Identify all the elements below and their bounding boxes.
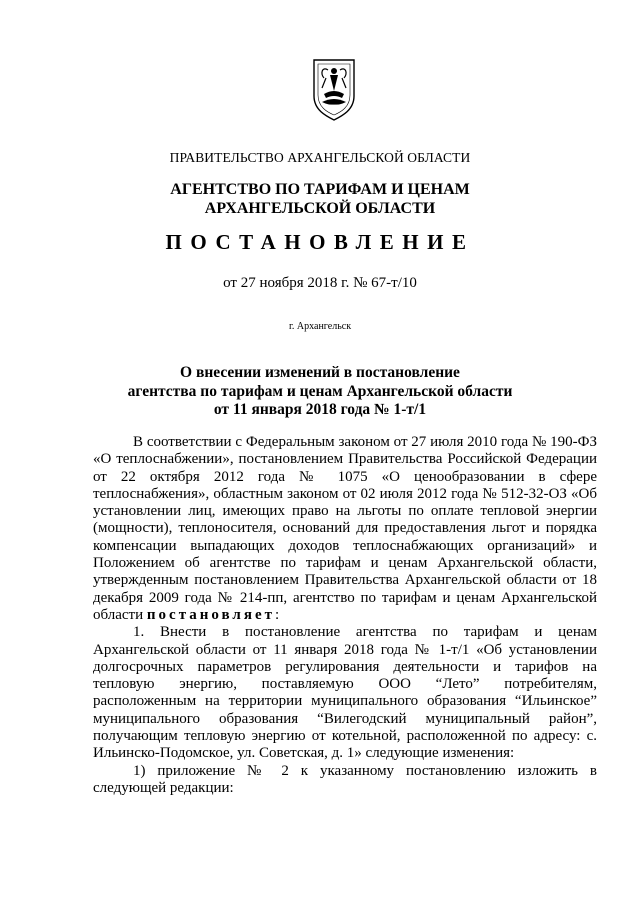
subject-line-1: О внесении изменений в постановление xyxy=(180,364,460,381)
coat-of-arms-icon xyxy=(312,58,356,122)
agency-name xyxy=(0,180,640,218)
document-type: ПОСТАНОВЛЕНИЕ xyxy=(165,230,475,254)
preamble-end: : xyxy=(275,606,280,623)
government-name: ПРАВИТЕЛЬСТВО АРХАНГЕЛЬСКОЙ ОБЛАСТИ xyxy=(169,150,471,165)
preamble-paragraph xyxy=(93,434,597,624)
document-body xyxy=(93,434,597,797)
clause-1-1-paragraph: 1) приложение № 2 к указанному постановлению изложить в следующей редакции: xyxy=(93,762,597,796)
subject-line-3: от 11 января 2018 года № 1-т/1 xyxy=(213,401,427,418)
document-date-number: от 27 ноября 2018 г. № 67-т/10 xyxy=(223,275,417,291)
document-city: г. Архангельск xyxy=(288,321,352,332)
document-subject xyxy=(0,364,640,420)
agency-name-line-1: АГЕНТСТВО ПО ТАРИФАМ И ЦЕНАМ xyxy=(170,181,470,198)
preamble-text: В соответствии с Федеральным законом от 27 июля 2010 года № 190-ФЗ «О теплоснабжении», постановлением Правительства Российской Федерации от 22 октября 2012 года № 1075 «О ценообразовании в сфере теплоснабжения», областным законом от 02 июля 2012 года № 512-32-ОЗ «Об установлении лиц, имеющих право на льготы по оплате тепловой энергии (мощности), теплоносителя, оснований для предоставления льгот и порядка компенсации выпадающих доходов теплоснабжающих организаций» и Положением об агентстве по тарифам и ценам Архангельской области, утвержденным постановлением Правительства Архангельской области от 18 декабря 2009 года № 214-пп, агентство по тарифам и ценам Архангельской области xyxy=(93,434,597,623)
agency-name-line-2: АРХАНГЕЛЬСКОЙ ОБЛАСТИ xyxy=(204,200,436,217)
clause-1-paragraph: 1. Внести в постановление агентства по тарифам и ценам Архангельской области от 11 января 2018 года № 1-т/1 «Об установлении долгосрочных параметров регулирования деятельности и тарифов на тепловую энергию, поставляемую ООО “Лето” потребителям, расположенным на территории муниципального образования “Ильинское” муниципального образования “Вилегодский муниципальный район”, получающим тепловую энергию от котельной, расположенной по адресу: с. Ильинско-Подомское, ул. Советская, д. 1» следующие изменения: xyxy=(93,624,597,762)
subject-line-2: агентства по тарифам и ценам Архангельской области xyxy=(127,382,513,400)
resolves-word: постановляет xyxy=(146,606,275,623)
